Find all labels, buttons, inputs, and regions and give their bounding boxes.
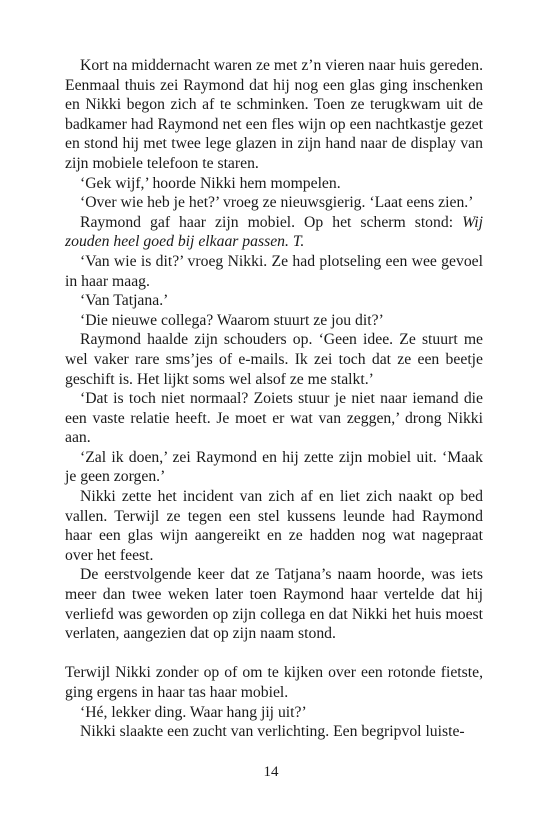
paragraph-4-roman: Raymond gaf haar zijn mobiel. Op het scherm stond: bbox=[80, 213, 463, 231]
paragraph-5: ‘Van wie is dit?’ vroeg Nikki. Ze had plotseling een wee gevoel in haar maag. bbox=[65, 252, 483, 290]
section-break bbox=[65, 644, 483, 664]
paragraph-10: ‘Zal ik doen,’ zei Raymond en hij zette zijn mobiel uit. ‘Maak je geen zorgen.’ bbox=[65, 448, 483, 486]
body-text bbox=[65, 56, 483, 742]
paragraph-4 bbox=[65, 213, 483, 252]
paragraph-12: De eerstvolgende keer dat ze Tatjana’s naam hoorde, was iets meer dan twee weken later toen Raymond haar vertelde dat hij verliefd was geworden op zijn collega en dat Nikki het huis moest verlaten, aangezien dat op zijn naam stond. bbox=[65, 566, 483, 643]
paragraph-6: ‘Van Tatjana.’ bbox=[80, 292, 169, 310]
paragraph-2: ‘Gek wijf,’ hoorde Nikki hem mompelen. bbox=[80, 174, 341, 192]
paragraph-1: Kort na middernacht waren ze met z’n vieren naar huis gereden. Eenmaal thuis zei Raymond dat hij nog een glas ging inschenken en Nikki begon zich af te schminken. Toen ze terugkwam uit de badkamer had Raymond net een fles wijn op een nachtkastje gezet en stond hij met twee lege glazen in zijn hand naar de display van zijn mobiele telefoon te staren. bbox=[65, 57, 483, 172]
paragraph-7: ‘Die nieuwe collega? Waarom stuurt ze jou dit?’ bbox=[80, 311, 384, 329]
paragraph-4-italic: Wij zouden heel goed bij elkaar passen. T. bbox=[65, 213, 483, 251]
section2-paragraph-2: ‘Hé, lekker ding. Waar hang jij uit?’ bbox=[80, 703, 307, 721]
paragraph-11: Nikki zette het incident van zich af en liet zich naakt op bed vallen. Terwijl ze tegen een stel kussens leunde had Raymond haar een glas wijn aangereikt en ze hadden nog wat nagepraat over het feest. bbox=[65, 488, 483, 564]
page-number: 14 bbox=[263, 764, 279, 780]
paragraph-3: ‘Over wie heb je het?’ vroeg ze nieuwsgierig. ‘Laat eens zien.’ bbox=[80, 194, 474, 212]
section2-paragraph-3: Nikki slaakte een zucht van verlichting. Een begripvol luiste- bbox=[80, 723, 465, 741]
section2-paragraph-1: Terwijl Nikki zonder op of om te kijken over een rotonde fietste, ging ergens in haar tas haar mobiel. bbox=[65, 664, 483, 701]
paragraph-9: ‘Dat is toch niet normaal? Zoiets stuur je niet naar iemand die een vaste relatie heeft. Je moet er wat van zeggen,’ drong Nikki aan. bbox=[65, 390, 483, 447]
paragraph-8: Raymond haalde zijn schouders op. ‘Geen idee. Ze stuurt me wel vaker rare sms’jes of e-mails. Ik zei toch dat ze een beetje geschift is. Het lijkt soms wel alsof ze me stalkt.’ bbox=[65, 331, 483, 388]
